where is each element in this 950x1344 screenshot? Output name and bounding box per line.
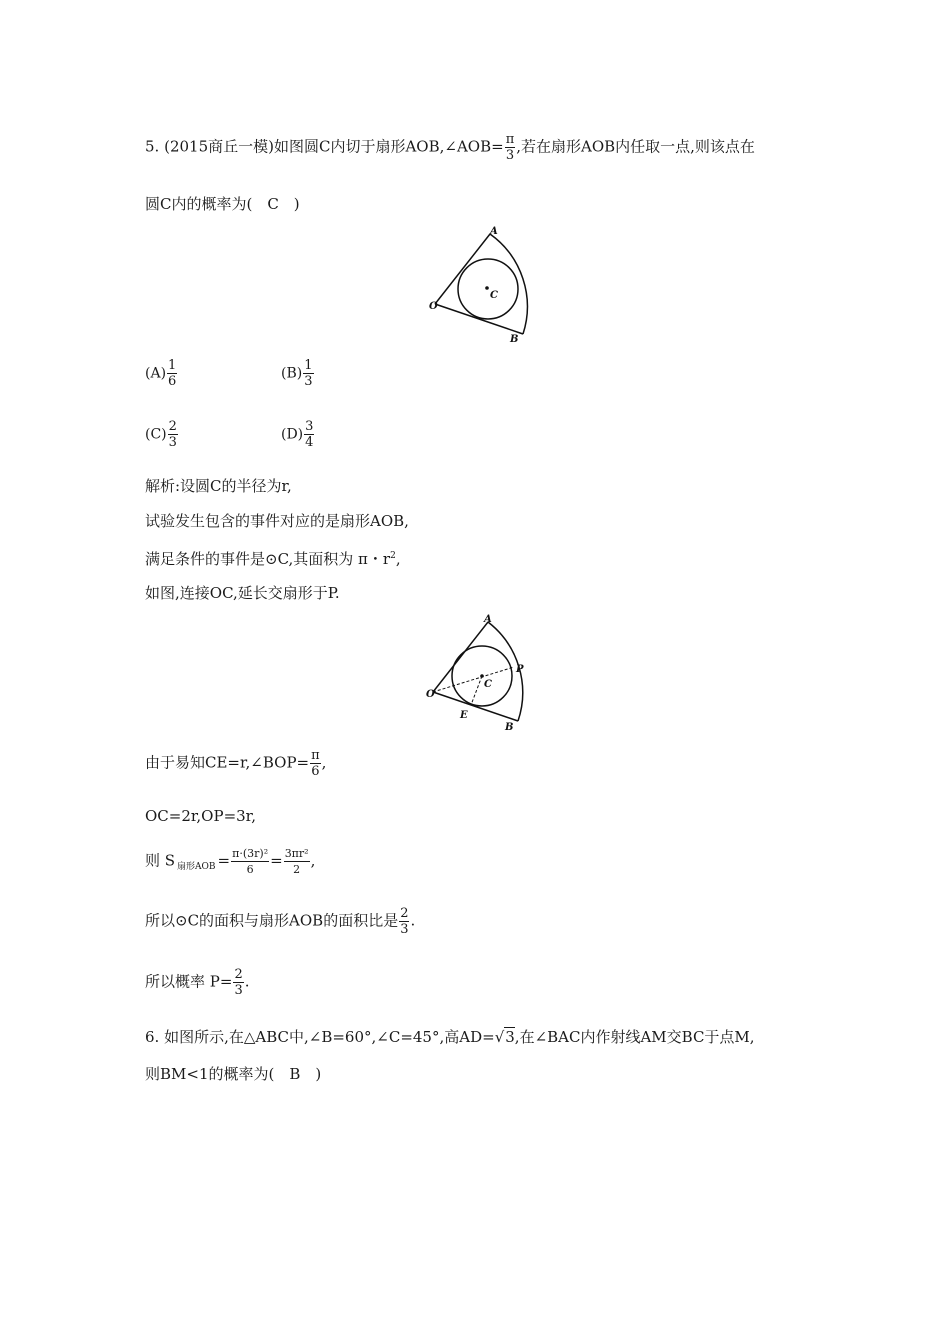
- q5-stem-a: 如图圆C内切于扇形AOB,∠AOB=: [273, 137, 504, 156]
- solution-line-9: 所以概率 P= $\frac{2}{3}$ .: [145, 967, 250, 998]
- sector-area-result-fraction: $\frac{\text{3πr²}}{2}$: [284, 847, 309, 876]
- sector-radius-ob: [435, 304, 523, 334]
- q6-stem-line-2: 则BM<1的概率为( B ): [145, 1065, 322, 1083]
- sqrt-radicand: 3: [505, 1028, 515, 1046]
- segment-op-dashed: [433, 667, 514, 692]
- solution-line-7: 则 S $_{扇形AOB}$ = $\frac{\text{π·(3r)²}}{6}$ = $\frac{\text{3πr²}}{2}$ ,: [145, 847, 316, 876]
- solution-line-4: 如图,连接OC,延长交扇形于P.: [145, 584, 340, 602]
- q6-number: 6.: [145, 1028, 160, 1046]
- sector-radius-oa: [435, 234, 490, 304]
- solution-line-1: 解析:设圆C的半径为r,: [145, 477, 292, 495]
- sector-arc: [490, 234, 527, 334]
- q5-option-d: (D) $\frac{3}{4}$: [281, 419, 314, 450]
- q5-angle-fraction: $\frac{\pi}{3}$: [505, 132, 515, 163]
- q5-option-c: (C) $\frac{2}{3}$: [145, 419, 177, 450]
- q5-stem-b: ,若在扇形AOB内任取一点,则该点在: [516, 137, 755, 156]
- label-b: B: [505, 722, 514, 733]
- q6-stem-line-1: [145, 1027, 755, 1047]
- center-point: [480, 674, 484, 678]
- q5-number: 5.: [145, 137, 160, 156]
- q6-stem-b: ,在∠BAC内作射线AM交BC于点M,: [514, 1028, 755, 1046]
- solution-line-8: 所以⊙C的面积与扇形AOB的面积比是 $\frac{2}{3}$ .: [145, 906, 416, 937]
- label-a: A: [484, 614, 492, 625]
- label-e: E: [460, 710, 468, 721]
- sqrt-symbol: √: [494, 1028, 505, 1046]
- solution-line-3: 满足条件的事件是⊙C,其面积为 π・$r^2$,: [145, 550, 401, 568]
- q6-stem-a: 如图所示,在△ABC中,∠B=60°,∠C=45°,高AD=: [159, 1028, 495, 1046]
- solution-line-6: OC=2r,OP=3r,: [145, 807, 256, 825]
- solution-line-5: 由于易知CE=r,∠BOP= $\frac{\pi}{6}$ ,: [145, 748, 327, 779]
- sector-radius-ob: [433, 692, 518, 721]
- q5-option-b: (B) $\frac{1}{3}$: [281, 358, 313, 389]
- segment-ce-dashed: [471, 676, 482, 705]
- q5-stem-line-1: [145, 132, 755, 163]
- solution-figure-sector: [418, 610, 548, 740]
- center-point: [485, 286, 489, 290]
- q5-source: (2015商丘一模): [164, 137, 274, 156]
- label-c: C: [490, 290, 498, 301]
- label-b: B: [510, 334, 519, 345]
- sector-area-fraction: $\frac{\text{π·(3r)²}}{6}$: [232, 847, 269, 876]
- label-a: A: [490, 226, 498, 237]
- solution-line-2: 试验发生包含的事件对应的是扇形AOB,: [145, 512, 409, 530]
- q5-figure-sector: [420, 222, 550, 352]
- label-o: O: [429, 301, 438, 312]
- label-p: P: [516, 664, 524, 675]
- q5-option-a: (A) $\frac{1}{6}$: [145, 358, 177, 389]
- label-o: O: [426, 689, 435, 700]
- label-c: C: [484, 679, 492, 690]
- q5-stem-line-2: 圆C内的概率为( C ): [145, 195, 300, 213]
